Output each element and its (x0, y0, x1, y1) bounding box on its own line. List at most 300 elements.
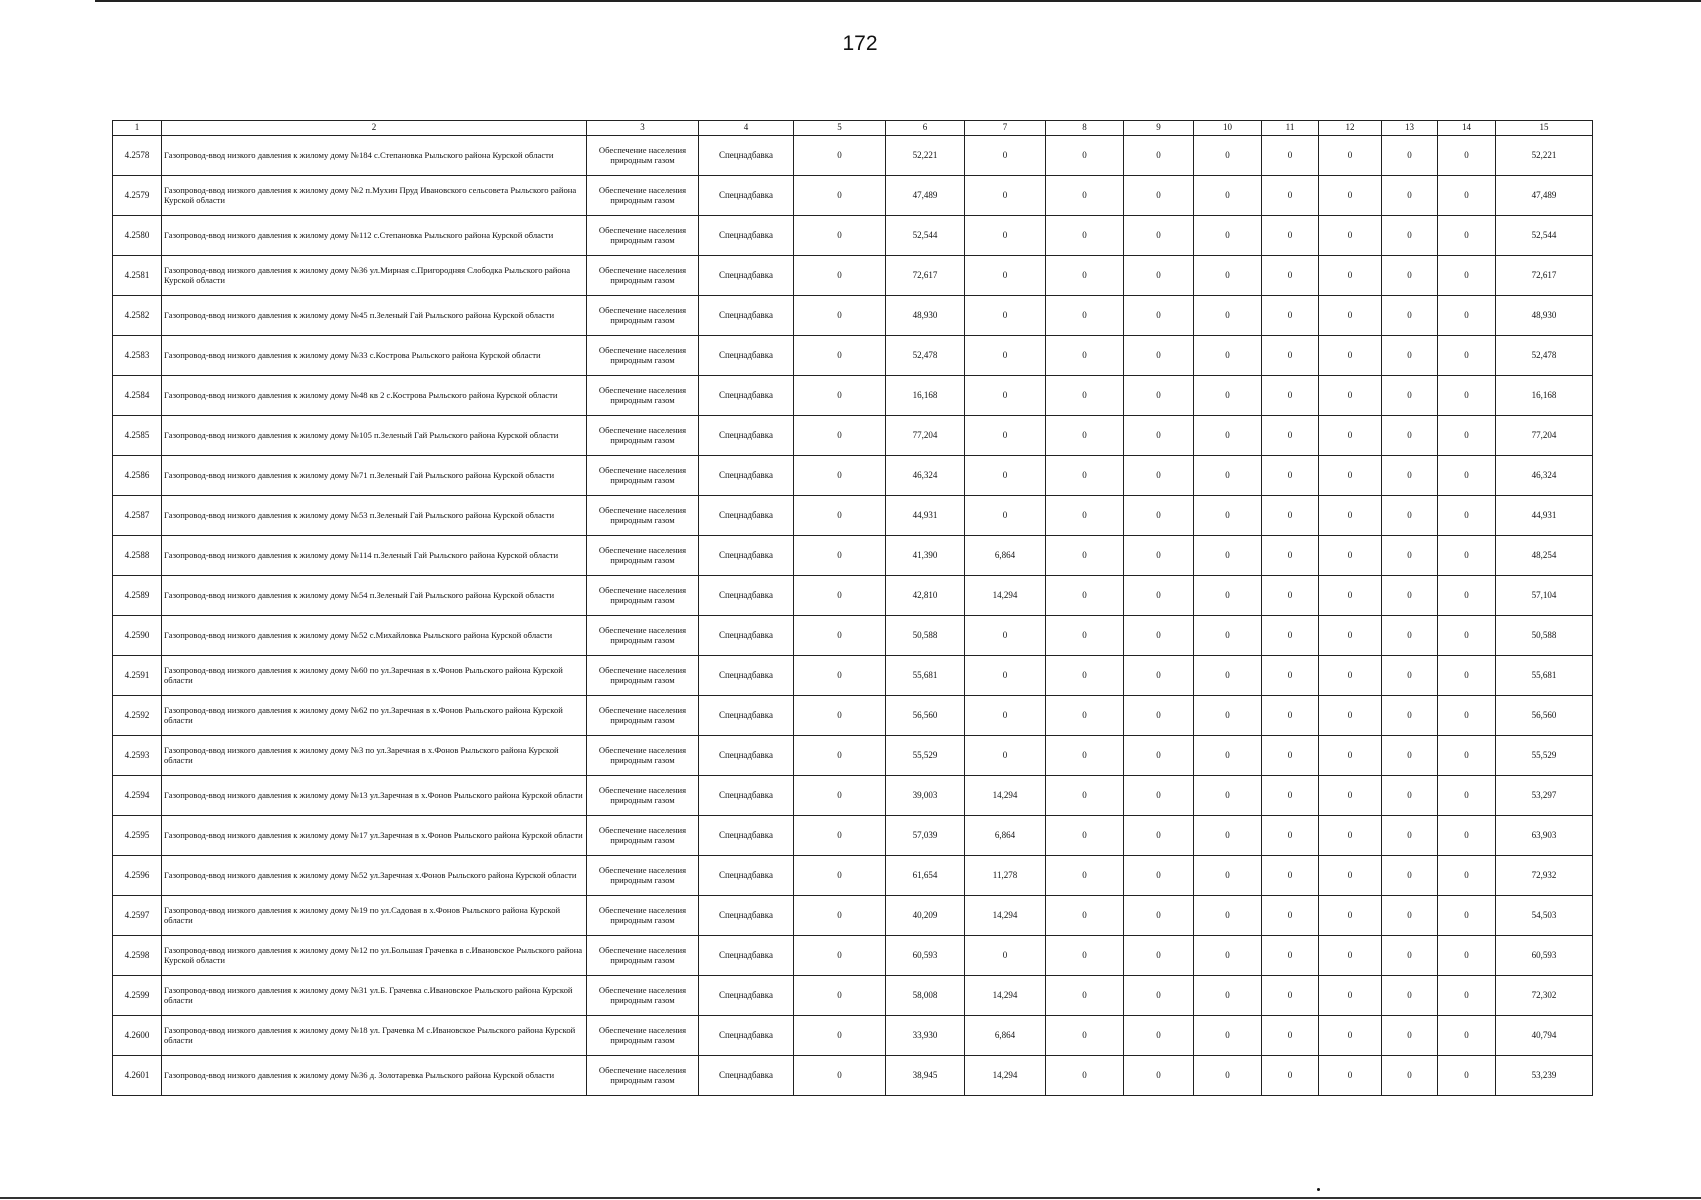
row-id-cell: 4.2596 (113, 856, 162, 896)
col9-cell: 0 (1124, 336, 1194, 376)
col13-cell: 0 (1382, 976, 1438, 1016)
col12-cell: 0 (1319, 616, 1382, 656)
total-cell: 46,324 (1496, 456, 1593, 496)
col8-cell: 0 (1046, 776, 1124, 816)
row-id-cell: 4.2585 (113, 416, 162, 456)
col5-cell: 0 (794, 496, 886, 536)
col9-cell: 0 (1124, 1056, 1194, 1096)
col9-cell: 0 (1124, 576, 1194, 616)
object-name-cell: Газопровод-ввод низкого давления к жилому дому №36 ул.Мирная с.Пригородняя Слободка Рыльского района Курской области (162, 256, 587, 296)
table-row (113, 576, 1593, 616)
col9-cell: 0 (1124, 1016, 1194, 1056)
purpose-cell: Обеспечение населения природным газом (587, 816, 699, 856)
purpose-cell: Обеспечение населения природным газом (587, 216, 699, 256)
column-header: 1 (113, 121, 162, 136)
row-id-cell: 4.2592 (113, 696, 162, 736)
object-name-cell: Газопровод-ввод низкого давления к жилому дому №2 п.Мухин Пруд Ивановского сельсовета Рыльского района Курской области (162, 176, 587, 216)
column-header: 6 (886, 121, 965, 136)
col11-cell: 0 (1262, 136, 1319, 176)
funding-source-cell: Спецнадбавка (699, 296, 794, 336)
col11-cell: 0 (1262, 1056, 1319, 1096)
col8-cell: 0 (1046, 816, 1124, 856)
table-row (113, 456, 1593, 496)
col5-cell: 0 (794, 416, 886, 456)
col14-cell: 0 (1438, 776, 1496, 816)
top-border-line (95, 0, 1701, 2)
col9-cell: 0 (1124, 936, 1194, 976)
col7-cell: 6,864 (965, 1016, 1046, 1056)
purpose-cell: Обеспечение населения природным газом (587, 456, 699, 496)
col14-cell: 0 (1438, 416, 1496, 456)
purpose-cell: Обеспечение населения природным газом (587, 936, 699, 976)
column-header: 13 (1382, 121, 1438, 136)
col10-cell: 0 (1194, 416, 1262, 456)
object-name-cell: Газопровод-ввод низкого давления к жилому дому №48 кв 2 с.Кострова Рыльского района Курской области (162, 376, 587, 416)
funding-source-cell: Спецнадбавка (699, 536, 794, 576)
purpose-cell: Обеспечение населения природным газом (587, 696, 699, 736)
column-header: 3 (587, 121, 699, 136)
col14-cell: 0 (1438, 576, 1496, 616)
col11-cell: 0 (1262, 616, 1319, 656)
table-row (113, 416, 1593, 456)
purpose-cell: Обеспечение населения природным газом (587, 256, 699, 296)
col11-cell: 0 (1262, 176, 1319, 216)
col6-cell: 61,654 (886, 856, 965, 896)
purpose-cell: Обеспечение населения природным газом (587, 576, 699, 616)
col5-cell: 0 (794, 456, 886, 496)
col12-cell: 0 (1319, 256, 1382, 296)
col13-cell: 0 (1382, 336, 1438, 376)
col14-cell: 0 (1438, 816, 1496, 856)
col14-cell: 0 (1438, 896, 1496, 936)
col10-cell: 0 (1194, 936, 1262, 976)
object-name-cell: Газопровод-ввод низкого давления к жилому дому №18 ул. Грачевка М с.Ивановское Рыльского района Курской области (162, 1016, 587, 1056)
funding-source-cell: Спецнадбавка (699, 736, 794, 776)
col5-cell: 0 (794, 616, 886, 656)
funding-source-cell: Спецнадбавка (699, 856, 794, 896)
object-name-cell: Газопровод-ввод низкого давления к жилому дому №17 ул.Заречная в х.Фонов Рыльского района Курской области (162, 816, 587, 856)
row-id-cell: 4.2597 (113, 896, 162, 936)
object-name-cell: Газопровод-ввод низкого давления к жилому дому №45 п.Зеленый Гай Рыльского района Курской области (162, 296, 587, 336)
col11-cell: 0 (1262, 736, 1319, 776)
row-id-cell: 4.2581 (113, 256, 162, 296)
table-row (113, 256, 1593, 296)
total-cell: 72,302 (1496, 976, 1593, 1016)
col10-cell: 0 (1194, 696, 1262, 736)
col11-cell: 0 (1262, 576, 1319, 616)
table-row (113, 896, 1593, 936)
col5-cell: 0 (794, 816, 886, 856)
total-cell: 52,221 (1496, 136, 1593, 176)
row-id-cell: 4.2598 (113, 936, 162, 976)
total-cell: 60,593 (1496, 936, 1593, 976)
total-cell: 56,560 (1496, 696, 1593, 736)
row-id-cell: 4.2584 (113, 376, 162, 416)
col13-cell: 0 (1382, 656, 1438, 696)
total-cell: 50,588 (1496, 616, 1593, 656)
col5-cell: 0 (794, 336, 886, 376)
col7-cell: 0 (965, 256, 1046, 296)
funding-source-cell: Спецнадбавка (699, 976, 794, 1016)
col5-cell: 0 (794, 896, 886, 936)
col13-cell: 0 (1382, 416, 1438, 456)
col11-cell: 0 (1262, 376, 1319, 416)
total-cell: 40,794 (1496, 1016, 1593, 1056)
col9-cell: 0 (1124, 216, 1194, 256)
col10-cell: 0 (1194, 176, 1262, 216)
object-name-cell: Газопровод-ввод низкого давления к жилому дому №52 с.Михайловка Рыльского района Курской области (162, 616, 587, 656)
purpose-cell: Обеспечение населения природным газом (587, 336, 699, 376)
col9-cell: 0 (1124, 496, 1194, 536)
col9-cell: 0 (1124, 256, 1194, 296)
col13-cell: 0 (1382, 816, 1438, 856)
purpose-cell: Обеспечение населения природным газом (587, 656, 699, 696)
col10-cell: 0 (1194, 456, 1262, 496)
col10-cell: 0 (1194, 216, 1262, 256)
col9-cell: 0 (1124, 696, 1194, 736)
col11-cell: 0 (1262, 656, 1319, 696)
col8-cell: 0 (1046, 736, 1124, 776)
col9-cell: 0 (1124, 136, 1194, 176)
table-row (113, 536, 1593, 576)
table-row (113, 1056, 1593, 1096)
col5-cell: 0 (794, 376, 886, 416)
funding-source-cell: Спецнадбавка (699, 496, 794, 536)
col6-cell: 52,478 (886, 336, 965, 376)
col5-cell: 0 (794, 296, 886, 336)
column-header: 4 (699, 121, 794, 136)
col11-cell: 0 (1262, 496, 1319, 536)
col9-cell: 0 (1124, 416, 1194, 456)
column-header: 9 (1124, 121, 1194, 136)
col13-cell: 0 (1382, 536, 1438, 576)
row-id-cell: 4.2580 (113, 216, 162, 256)
col8-cell: 0 (1046, 456, 1124, 496)
col8-cell: 0 (1046, 496, 1124, 536)
object-name-cell: Газопровод-ввод низкого давления к жилому дому №33 с.Кострова Рыльского района Курской области (162, 336, 587, 376)
col9-cell: 0 (1124, 736, 1194, 776)
column-number-row (113, 121, 1593, 136)
col14-cell: 0 (1438, 136, 1496, 176)
col6-cell: 55,529 (886, 736, 965, 776)
col6-cell: 58,008 (886, 976, 965, 1016)
col12-cell: 0 (1319, 216, 1382, 256)
col7-cell: 6,864 (965, 816, 1046, 856)
purpose-cell: Обеспечение населения природным газом (587, 416, 699, 456)
col10-cell: 0 (1194, 336, 1262, 376)
table-row (113, 136, 1593, 176)
column-header: 15 (1496, 121, 1593, 136)
object-name-cell: Газопровод-ввод низкого давления к жилому дому №19 по ул.Садовая в х.Фонов Рыльского района Курской области (162, 896, 587, 936)
row-id-cell: 4.2600 (113, 1016, 162, 1056)
table-row (113, 856, 1593, 896)
table-row (113, 776, 1593, 816)
col10-cell: 0 (1194, 816, 1262, 856)
col6-cell: 47,489 (886, 176, 965, 216)
col5-cell: 0 (794, 536, 886, 576)
object-name-cell: Газопровод-ввод низкого давления к жилому дому №3 по ул.Заречная в х.Фонов Рыльского района Курской области (162, 736, 587, 776)
object-name-cell: Газопровод-ввод низкого давления к жилому дому №105 п.Зеленый Гай Рыльского района Курской области (162, 416, 587, 456)
col13-cell: 0 (1382, 296, 1438, 336)
funding-source-cell: Спецнадбавка (699, 256, 794, 296)
col11-cell: 0 (1262, 536, 1319, 576)
col7-cell: 11,278 (965, 856, 1046, 896)
column-header: 7 (965, 121, 1046, 136)
col7-cell: 0 (965, 936, 1046, 976)
col7-cell: 0 (965, 496, 1046, 536)
table-row (113, 696, 1593, 736)
table-row (113, 936, 1593, 976)
col8-cell: 0 (1046, 1016, 1124, 1056)
row-id-cell: 4.2578 (113, 136, 162, 176)
total-cell: 57,104 (1496, 576, 1593, 616)
funding-source-cell: Спецнадбавка (699, 216, 794, 256)
col13-cell: 0 (1382, 896, 1438, 936)
funding-source-cell: Спецнадбавка (699, 816, 794, 856)
column-header: 8 (1046, 121, 1124, 136)
table-row (113, 656, 1593, 696)
col13-cell: 0 (1382, 496, 1438, 536)
col13-cell: 0 (1382, 256, 1438, 296)
col14-cell: 0 (1438, 656, 1496, 696)
col6-cell: 72,617 (886, 256, 965, 296)
col5-cell: 0 (794, 176, 886, 216)
purpose-cell: Обеспечение населения природным газом (587, 736, 699, 776)
col13-cell: 0 (1382, 1056, 1438, 1096)
col10-cell: 0 (1194, 656, 1262, 696)
col11-cell: 0 (1262, 696, 1319, 736)
col12-cell: 0 (1319, 976, 1382, 1016)
col11-cell: 0 (1262, 296, 1319, 336)
funding-source-cell: Спецнадбавка (699, 896, 794, 936)
col13-cell: 0 (1382, 736, 1438, 776)
col11-cell: 0 (1262, 256, 1319, 296)
col7-cell: 0 (965, 736, 1046, 776)
col14-cell: 0 (1438, 496, 1496, 536)
total-cell: 47,489 (1496, 176, 1593, 216)
col8-cell: 0 (1046, 856, 1124, 896)
col5-cell: 0 (794, 976, 886, 1016)
col14-cell: 0 (1438, 536, 1496, 576)
col12-cell: 0 (1319, 576, 1382, 616)
col7-cell: 0 (965, 416, 1046, 456)
col11-cell: 0 (1262, 816, 1319, 856)
funding-source-cell: Спецнадбавка (699, 336, 794, 376)
col7-cell: 14,294 (965, 776, 1046, 816)
purpose-cell: Обеспечение населения природным газом (587, 976, 699, 1016)
total-cell: 48,930 (1496, 296, 1593, 336)
col7-cell: 0 (965, 376, 1046, 416)
col11-cell: 0 (1262, 776, 1319, 816)
row-id-cell: 4.2590 (113, 616, 162, 656)
col12-cell: 0 (1319, 136, 1382, 176)
col11-cell: 0 (1262, 416, 1319, 456)
funding-source-cell: Спецнадбавка (699, 136, 794, 176)
table-row (113, 216, 1593, 256)
funding-source-cell: Спецнадбавка (699, 376, 794, 416)
col10-cell: 0 (1194, 896, 1262, 936)
col8-cell: 0 (1046, 256, 1124, 296)
total-cell: 52,544 (1496, 216, 1593, 256)
col14-cell: 0 (1438, 256, 1496, 296)
col12-cell: 0 (1319, 736, 1382, 776)
col7-cell: 0 (965, 216, 1046, 256)
col6-cell: 48,930 (886, 296, 965, 336)
row-id-cell: 4.2583 (113, 336, 162, 376)
col6-cell: 33,930 (886, 1016, 965, 1056)
col11-cell: 0 (1262, 456, 1319, 496)
purpose-cell: Обеспечение населения природным газом (587, 296, 699, 336)
col13-cell: 0 (1382, 696, 1438, 736)
table-row (113, 616, 1593, 656)
col5-cell: 0 (794, 216, 886, 256)
col5-cell: 0 (794, 856, 886, 896)
col14-cell: 0 (1438, 456, 1496, 496)
column-header: 14 (1438, 121, 1496, 136)
col6-cell: 40,209 (886, 896, 965, 936)
total-cell: 53,239 (1496, 1056, 1593, 1096)
col12-cell: 0 (1319, 776, 1382, 816)
col8-cell: 0 (1046, 336, 1124, 376)
object-name-cell: Газопровод-ввод низкого давления к жилому дому №53 п.Зеленый Гай Рыльского района Курской области (162, 496, 587, 536)
col7-cell: 0 (965, 176, 1046, 216)
col11-cell: 0 (1262, 936, 1319, 976)
col14-cell: 0 (1438, 696, 1496, 736)
row-id-cell: 4.2599 (113, 976, 162, 1016)
column-header: 5 (794, 121, 886, 136)
col7-cell: 6,864 (965, 536, 1046, 576)
col9-cell: 0 (1124, 536, 1194, 576)
col7-cell: 0 (965, 336, 1046, 376)
table-row (113, 976, 1593, 1016)
row-id-cell: 4.2582 (113, 296, 162, 336)
col6-cell: 50,588 (886, 616, 965, 656)
row-id-cell: 4.2595 (113, 816, 162, 856)
object-name-cell: Газопровод-ввод низкого давления к жилому дому №60 по ул.Заречная в х.Фонов Рыльского района Курской области (162, 656, 587, 696)
col10-cell: 0 (1194, 736, 1262, 776)
row-id-cell: 4.2593 (113, 736, 162, 776)
row-id-cell: 4.2588 (113, 536, 162, 576)
col9-cell: 0 (1124, 776, 1194, 816)
col14-cell: 0 (1438, 1056, 1496, 1096)
col6-cell: 57,039 (886, 816, 965, 856)
col10-cell: 0 (1194, 376, 1262, 416)
total-cell: 55,681 (1496, 656, 1593, 696)
col14-cell: 0 (1438, 736, 1496, 776)
col11-cell: 0 (1262, 1016, 1319, 1056)
col6-cell: 52,221 (886, 136, 965, 176)
col8-cell: 0 (1046, 976, 1124, 1016)
object-name-cell: Газопровод-ввод низкого давления к жилому дому №62 по ул.Заречная в х.Фонов Рыльского района Курской области (162, 696, 587, 736)
investment-table (112, 120, 1593, 1096)
object-name-cell: Газопровод-ввод низкого давления к жилому дому №71 п.Зеленый Гай Рыльского района Курской области (162, 456, 587, 496)
purpose-cell: Обеспечение населения природным газом (587, 616, 699, 656)
col6-cell: 39,003 (886, 776, 965, 816)
col14-cell: 0 (1438, 936, 1496, 976)
col6-cell: 16,168 (886, 376, 965, 416)
col9-cell: 0 (1124, 456, 1194, 496)
page-number: 172 (842, 32, 878, 55)
purpose-cell: Обеспечение населения природным газом (587, 896, 699, 936)
col12-cell: 0 (1319, 856, 1382, 896)
col12-cell: 0 (1319, 336, 1382, 376)
col10-cell: 0 (1194, 496, 1262, 536)
purpose-cell: Обеспечение населения природным газом (587, 376, 699, 416)
row-id-cell: 4.2579 (113, 176, 162, 216)
object-name-cell: Газопровод-ввод низкого давления к жилому дому №184 с.Степановка Рыльского района Курской области (162, 136, 587, 176)
purpose-cell: Обеспечение населения природным газом (587, 776, 699, 816)
col8-cell: 0 (1046, 656, 1124, 696)
col13-cell: 0 (1382, 176, 1438, 216)
col13-cell: 0 (1382, 936, 1438, 976)
col6-cell: 44,931 (886, 496, 965, 536)
col9-cell: 0 (1124, 856, 1194, 896)
col14-cell: 0 (1438, 216, 1496, 256)
col5-cell: 0 (794, 576, 886, 616)
col12-cell: 0 (1319, 416, 1382, 456)
col6-cell: 46,324 (886, 456, 965, 496)
col5-cell: 0 (794, 776, 886, 816)
col8-cell: 0 (1046, 576, 1124, 616)
col10-cell: 0 (1194, 256, 1262, 296)
table-row (113, 1016, 1593, 1056)
purpose-cell: Обеспечение населения природным газом (587, 176, 699, 216)
col5-cell: 0 (794, 696, 886, 736)
table-row (113, 496, 1593, 536)
col13-cell: 0 (1382, 216, 1438, 256)
col9-cell: 0 (1124, 376, 1194, 416)
col6-cell: 77,204 (886, 416, 965, 456)
col9-cell: 0 (1124, 616, 1194, 656)
col10-cell: 0 (1194, 136, 1262, 176)
col14-cell: 0 (1438, 336, 1496, 376)
col11-cell: 0 (1262, 216, 1319, 256)
col10-cell: 0 (1194, 576, 1262, 616)
col9-cell: 0 (1124, 816, 1194, 856)
col9-cell: 0 (1124, 296, 1194, 336)
col6-cell: 41,390 (886, 536, 965, 576)
col9-cell: 0 (1124, 656, 1194, 696)
col9-cell: 0 (1124, 976, 1194, 1016)
col8-cell: 0 (1046, 136, 1124, 176)
bottom-border-line (0, 1197, 1701, 1199)
column-header: 2 (162, 121, 587, 136)
col13-cell: 0 (1382, 576, 1438, 616)
funding-source-cell: Спецнадбавка (699, 656, 794, 696)
total-cell: 48,254 (1496, 536, 1593, 576)
total-cell: 52,478 (1496, 336, 1593, 376)
col6-cell: 38,945 (886, 1056, 965, 1096)
total-cell: 54,503 (1496, 896, 1593, 936)
col8-cell: 0 (1046, 936, 1124, 976)
col13-cell: 0 (1382, 136, 1438, 176)
col7-cell: 0 (965, 696, 1046, 736)
total-cell: 72,617 (1496, 256, 1593, 296)
col14-cell: 0 (1438, 616, 1496, 656)
table-row (113, 176, 1593, 216)
col14-cell: 0 (1438, 296, 1496, 336)
total-cell: 16,168 (1496, 376, 1593, 416)
col8-cell: 0 (1046, 536, 1124, 576)
col10-cell: 0 (1194, 856, 1262, 896)
table-row (113, 296, 1593, 336)
purpose-cell: Обеспечение населения природным газом (587, 1056, 699, 1096)
object-name-cell: Газопровод-ввод низкого давления к жилому дому №13 ул.Заречная в х.Фонов Рыльского района Курской области (162, 776, 587, 816)
table-row (113, 376, 1593, 416)
col8-cell: 0 (1046, 176, 1124, 216)
col11-cell: 0 (1262, 896, 1319, 936)
col14-cell: 0 (1438, 176, 1496, 216)
